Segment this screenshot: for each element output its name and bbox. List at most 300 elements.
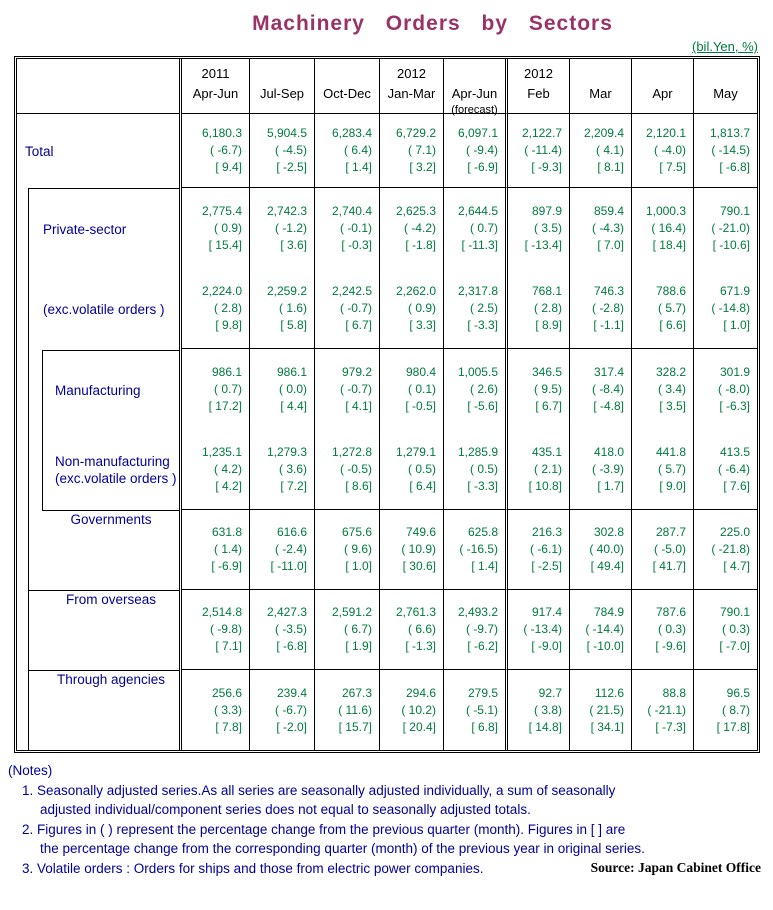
value-triplet — [250, 349, 314, 429]
value-cell — [380, 188, 444, 349]
value-triplet — [250, 685, 314, 736]
header-period-label: May — [713, 86, 738, 101]
value-cell — [508, 188, 570, 349]
row-label-text: From overseas — [65, 592, 157, 607]
row-label — [43, 431, 179, 511]
cell-change-year: [ -6.9] — [467, 160, 498, 174]
value-triplet — [632, 524, 693, 575]
cell-change-prev: ( -0.5) — [339, 461, 372, 476]
row-label-through-agencies — [29, 671, 179, 751]
value-triplet — [444, 604, 505, 655]
cell-value: 2,259.2 — [266, 283, 307, 298]
row-label-text: (exc.volatile orders ) — [43, 302, 165, 318]
value-triplet — [315, 429, 379, 509]
value-triplet — [380, 685, 443, 736]
row-label-from-overseas — [29, 591, 179, 671]
column-header-cell — [315, 59, 380, 114]
value-triplet — [632, 349, 693, 429]
cell-value: 441.8 — [655, 444, 686, 459]
cell-change-prev: ( -9.7) — [465, 622, 498, 636]
header-period-label: Apr — [652, 86, 673, 101]
cell-value: 768.1 — [531, 283, 562, 298]
cell-change-year: [ -9.0] — [531, 639, 562, 653]
cell-change-prev: ( -2.4) — [274, 542, 307, 556]
cell-value: 302.8 — [593, 525, 624, 539]
header-year-label — [345, 64, 349, 84]
cell-change-prev: ( -4.5) — [274, 143, 307, 157]
cell-change-prev: ( -0.1) — [339, 220, 372, 235]
cell-change-year: [ 7.8] — [215, 719, 242, 734]
cell-change-prev: ( 0.9) — [213, 220, 242, 235]
value-cell — [250, 114, 315, 188]
cell-change-prev: ( -13.4) — [523, 622, 562, 636]
value-triplet — [315, 524, 379, 575]
row-label-text: Non-manufacturing — [55, 454, 170, 470]
value-triplet — [570, 268, 631, 348]
cell-change-prev: ( 16.4) — [651, 220, 686, 235]
header-period-label: Jan-Mar — [387, 86, 436, 101]
cell-change-year: [ -11.3] — [461, 237, 498, 252]
value-triplet — [182, 125, 249, 176]
value-triplet — [570, 188, 631, 268]
cell-change-year: [ 10.8] — [528, 478, 562, 493]
cell-value: 784.9 — [593, 605, 624, 619]
value-triplet — [182, 685, 249, 736]
cell-change-prev: ( 21.5) — [589, 702, 624, 717]
cell-value: 787.6 — [655, 605, 686, 619]
value-cell — [250, 188, 315, 349]
header-period-label: Oct-Dec — [323, 86, 371, 101]
value-cell — [632, 349, 694, 510]
cell-change-prev: ( -21.1) — [647, 702, 686, 717]
cell-change-year: [ -1.1] — [593, 317, 624, 332]
cell-value: 6,097.1 — [457, 126, 498, 140]
value-triplet — [694, 524, 757, 575]
cell-value: 88.8 — [662, 685, 686, 700]
cell-change-prev: ( -21.0) — [711, 220, 750, 235]
header-year-label: 2012 — [524, 66, 553, 81]
value-cell — [570, 590, 632, 670]
cell-change-year: [ -9.3] — [531, 160, 562, 174]
value-cell — [508, 670, 570, 750]
page-title: Machinery Orders by Sectors — [252, 12, 613, 35]
value-cell — [250, 510, 315, 590]
value-cell — [570, 114, 632, 188]
value-triplet — [380, 429, 443, 509]
cell-change-prev: ( -4.2) — [403, 220, 436, 235]
note-line: adjusted individual/component series does not equal to seasonally adjusted totals. — [40, 802, 531, 817]
column-header-cell — [570, 59, 632, 114]
cell-change-prev: ( 10.9) — [401, 542, 436, 556]
cell-change-year: [ -6.8] — [276, 639, 307, 653]
cell-change-prev: ( 6.7) — [343, 622, 372, 636]
cell-value: 2,317.8 — [457, 283, 498, 298]
header-year-label: 2012 — [397, 66, 426, 81]
value-triplet — [508, 125, 569, 176]
cell-change-prev: ( -8.0) — [717, 381, 750, 396]
cell-change-prev: ( 10.2) — [401, 702, 436, 717]
cell-change-prev: ( -14.5) — [711, 143, 750, 157]
cell-value: 746.3 — [593, 283, 624, 298]
cell-value: 239.4 — [276, 685, 307, 700]
machinery-orders-table — [14, 56, 760, 753]
value-cell — [694, 114, 757, 188]
cell-change-year: [ 1.4] — [345, 160, 372, 174]
cell-change-year: [ 6.7] — [345, 317, 372, 332]
cell-change-prev: ( 0.9) — [407, 300, 436, 315]
cell-value: 1,813.7 — [709, 126, 750, 140]
row-label-manufacturing-group — [42, 350, 179, 511]
value-triplet — [694, 685, 757, 736]
value-triplet — [315, 604, 379, 655]
cell-change-year: [ -4.8] — [593, 398, 624, 413]
cell-value: 2,262.0 — [395, 283, 436, 298]
cell-value: 267.3 — [341, 685, 372, 700]
value-triplet — [444, 125, 505, 176]
cell-value: 1,272.8 — [331, 444, 372, 459]
cell-value: 2,644.5 — [457, 203, 498, 218]
cell-change-prev: ( 0.5) — [469, 461, 498, 476]
value-cell — [694, 670, 757, 750]
source-label: Source: Japan Cabinet Office — [590, 860, 761, 875]
value-cell — [694, 590, 757, 670]
row-label-private-sector — [29, 189, 179, 350]
value-cell — [315, 670, 380, 750]
cell-change-prev: ( 8.7) — [721, 702, 750, 717]
column-header-cell — [508, 59, 570, 114]
cell-change-year: [ 7.1] — [215, 639, 242, 653]
value-triplet — [570, 524, 631, 575]
value-cell — [315, 349, 380, 510]
cell-change-prev: ( 2.8) — [213, 300, 242, 315]
cell-value: 986.1 — [211, 364, 242, 379]
cell-change-year: [ -6.8] — [719, 160, 750, 174]
cell-change-prev: ( -3.9) — [591, 461, 624, 476]
value-cell — [444, 510, 508, 590]
cell-change-year: [ 1.0] — [345, 559, 372, 573]
value-triplet — [315, 349, 379, 429]
value-triplet — [508, 188, 569, 268]
cell-change-prev: ( 1.6) — [278, 300, 307, 315]
sector-sub-box — [28, 188, 179, 750]
value-triplet — [694, 429, 757, 509]
cell-value: 6,729.2 — [395, 126, 436, 140]
cell-change-year: [ 7.0] — [597, 237, 624, 252]
value-triplet — [632, 685, 693, 736]
cell-change-year: [ 9.0] — [659, 478, 686, 493]
cell-change-prev: ( -6.7) — [274, 702, 307, 717]
value-cell — [182, 510, 250, 590]
value-triplet — [250, 125, 314, 176]
value-triplet — [250, 524, 314, 575]
value-cell — [380, 590, 444, 670]
value-triplet — [570, 349, 631, 429]
header-year-label: 2011 — [201, 66, 230, 81]
value-triplet — [632, 188, 693, 268]
cell-change-prev: ( 0.7) — [469, 220, 498, 235]
cell-value: 301.9 — [719, 364, 750, 379]
column-header-cell — [250, 59, 315, 114]
cell-change-year: [ -1.8] — [405, 237, 436, 252]
header-year-label — [661, 64, 665, 84]
cell-change-year: [ 9.4] — [215, 160, 242, 174]
value-cell — [315, 510, 380, 590]
cell-change-prev: ( -0.7) — [339, 381, 372, 396]
cell-change-prev: ( 0.7) — [213, 381, 242, 396]
cell-change-prev: ( -21.8) — [711, 542, 750, 556]
column-header-cell — [380, 59, 444, 114]
cell-value: 625.8 — [467, 525, 498, 539]
header-forecast-note: (forecast) — [451, 104, 498, 116]
cell-value: 2,120.1 — [645, 126, 686, 140]
value-triplet — [694, 188, 757, 268]
value-triplet — [444, 685, 505, 736]
cell-change-year: [ 17.2] — [208, 398, 242, 413]
cell-value: 1,279.1 — [395, 444, 436, 459]
cell-change-prev: ( 3.4) — [657, 381, 686, 396]
value-triplet — [380, 604, 443, 655]
value-cell — [570, 349, 632, 510]
cell-value: 1,005.5 — [457, 364, 498, 379]
cell-change-year: [ -10.6] — [712, 237, 750, 252]
value-cell — [315, 590, 380, 670]
cell-value: 1,000.3 — [645, 203, 686, 218]
note-line: the percentage change from the corresponding quarter (month) of the previous year in original series. — [40, 841, 645, 856]
cell-value: 2,209.4 — [583, 126, 624, 140]
value-cell — [380, 510, 444, 590]
cell-change-year: [ 1.9] — [345, 639, 372, 653]
value-cell — [380, 114, 444, 188]
cell-change-year: [ -10.0] — [586, 639, 624, 653]
cell-change-prev: ( 9.5) — [533, 381, 562, 396]
value-triplet — [632, 268, 693, 348]
cell-change-prev: ( 40.0) — [589, 542, 624, 556]
cell-change-year: [ 41.7] — [652, 559, 686, 573]
cell-value: 2,493.2 — [457, 605, 498, 619]
cell-change-year: [ -1.3] — [405, 639, 436, 653]
value-cell — [444, 590, 508, 670]
cell-value: 675.6 — [341, 525, 372, 539]
value-cell — [380, 349, 444, 510]
cell-value: 980.4 — [405, 364, 436, 379]
cell-value: 294.6 — [405, 685, 436, 700]
cell-change-prev: ( 6.6) — [407, 622, 436, 636]
cell-change-year: [ 4.4] — [280, 398, 307, 413]
header-period-label: Jul-Sep — [259, 86, 305, 101]
cell-change-year: [ -2.5] — [531, 559, 562, 573]
cell-change-year: [ 8.9] — [535, 317, 562, 332]
cell-value: 1,235.1 — [201, 444, 242, 459]
value-triplet — [570, 685, 631, 736]
row-label-text: Manufacturing — [55, 383, 141, 399]
cell-value: 790.1 — [719, 203, 750, 218]
cell-change-prev: ( 5.7) — [657, 300, 686, 315]
cell-change-year: [ -13.4] — [524, 237, 562, 252]
cell-change-year: [ -9.6] — [655, 639, 686, 653]
row-label-text: Through agencies — [56, 672, 166, 687]
cell-value: 2,625.3 — [395, 203, 436, 218]
value-cell — [570, 510, 632, 590]
cell-change-year: [ -5.6] — [467, 398, 498, 413]
cell-value: 92.7 — [538, 685, 562, 700]
cell-change-prev: ( 3.6) — [278, 461, 307, 476]
cell-change-year: [ 3.2] — [409, 160, 436, 174]
column-header-cell — [444, 59, 508, 114]
cell-change-year: [ -0.5] — [405, 398, 436, 413]
row-label — [43, 351, 179, 431]
header-year-label — [280, 64, 284, 84]
header-year-label — [599, 64, 603, 84]
cell-change-prev: ( 4.1) — [595, 143, 624, 157]
value-cell — [182, 188, 250, 349]
cell-change-prev: ( -4.3) — [591, 220, 624, 235]
header-year-label — [724, 64, 728, 84]
row-label-column — [17, 59, 182, 750]
cell-value: 859.4 — [593, 203, 624, 218]
cell-change-year: [ -7.0] — [719, 639, 750, 653]
cell-value: 2,591.2 — [331, 605, 372, 619]
cell-change-prev: ( -9.8) — [209, 622, 242, 636]
value-triplet — [570, 125, 631, 176]
value-triplet — [508, 268, 569, 348]
note-line: 2. Figures in ( ) represent the percentage change from the previous quarter (month). Figures in [ ] are — [22, 821, 626, 837]
cell-value: 2,775.4 — [201, 203, 242, 218]
cell-change-prev: ( -11.4) — [524, 143, 562, 157]
cell-change-year: [ 4.1] — [345, 398, 372, 413]
value-cell — [508, 349, 570, 510]
value-triplet — [632, 429, 693, 509]
value-triplet — [315, 188, 379, 268]
cell-value: 979.2 — [341, 364, 372, 379]
value-cell — [570, 188, 632, 349]
value-cell — [508, 590, 570, 670]
cell-change-year: [ 1.7] — [597, 478, 624, 493]
value-cell — [632, 670, 694, 750]
cell-change-prev: ( -9.4) — [465, 143, 498, 157]
value-triplet — [570, 604, 631, 655]
cell-value: 435.1 — [531, 444, 562, 459]
value-triplet — [694, 604, 757, 655]
cell-change-year: [ -0.3] — [341, 237, 372, 252]
header-year-label — [473, 64, 477, 84]
value-cell — [694, 510, 757, 590]
value-triplet — [570, 429, 631, 509]
value-triplet — [182, 524, 249, 575]
value-triplet — [508, 685, 569, 736]
header-period-label: Apr-Jun — [192, 86, 239, 101]
value-cell — [508, 510, 570, 590]
cell-value: 788.6 — [655, 283, 686, 298]
cell-change-prev: ( -16.5) — [459, 542, 498, 556]
column-header-cell — [632, 59, 694, 114]
cell-change-year: [ 9.8] — [215, 317, 242, 332]
value-cell — [694, 349, 757, 510]
cell-change-prev: ( 1.4) — [213, 542, 242, 556]
unit-label: (bil.Yen, %) — [692, 39, 758, 54]
cell-change-year: [ 8.1] — [597, 160, 624, 174]
cell-value: 2,122.7 — [521, 126, 562, 140]
value-cell — [444, 114, 508, 188]
cell-change-year: [ 14.8] — [528, 719, 562, 734]
cell-value: 2,242.5 — [331, 283, 372, 298]
value-cell — [315, 188, 380, 349]
cell-value: 749.6 — [405, 525, 436, 539]
value-triplet — [182, 188, 249, 268]
cell-change-prev: ( -1.2) — [274, 220, 307, 235]
cell-change-year: [ 15.7] — [338, 719, 372, 734]
cell-value: 917.4 — [531, 605, 562, 619]
cell-change-year: [ 34.1] — [590, 719, 624, 734]
cell-change-year: [ -6.2] — [467, 639, 498, 653]
cell-change-year: [ 20.4] — [402, 719, 436, 734]
value-cell — [508, 114, 570, 188]
cell-change-year: [ 6.4] — [409, 478, 436, 493]
cell-value: 2,740.4 — [331, 203, 372, 218]
value-triplet — [315, 685, 379, 736]
cell-value: 616.6 — [276, 525, 307, 539]
cell-change-prev: ( 3.5) — [533, 220, 562, 235]
value-cell — [182, 590, 250, 670]
cell-change-prev: ( -5.0) — [653, 542, 686, 556]
cell-change-prev: ( -5.1) — [465, 702, 498, 717]
cell-value: 216.3 — [531, 525, 562, 539]
value-triplet — [182, 429, 249, 509]
row-labels — [17, 114, 179, 750]
label-header-cell — [17, 59, 179, 114]
value-triplet — [315, 125, 379, 176]
cell-change-prev: ( 4.2) — [213, 461, 242, 476]
header-period-label: Feb — [527, 86, 550, 101]
value-cell — [250, 590, 315, 670]
cell-change-year: [ 6.6] — [659, 317, 686, 332]
cell-value: 413.5 — [719, 444, 750, 459]
cell-change-year: [ -3.3] — [467, 478, 498, 493]
cell-change-year: [ 7.5] — [659, 160, 686, 174]
value-triplet — [182, 604, 249, 655]
row-label-text: (exc.volatile orders ) — [55, 471, 177, 487]
value-triplet — [380, 125, 443, 176]
cell-change-prev: ( -6.4) — [717, 461, 750, 476]
cell-change-prev: ( 7.1) — [407, 143, 436, 157]
cell-change-year: [ 7.2] — [280, 478, 307, 493]
cell-value: 6,180.3 — [201, 126, 242, 140]
cell-change-year: [ -11.0] — [270, 559, 307, 573]
cell-change-year: [ -3.3] — [467, 317, 498, 332]
cell-value: 346.5 — [531, 364, 562, 379]
cell-change-year: [ 3.3] — [409, 317, 436, 332]
value-triplet — [380, 524, 443, 575]
cell-value: 2,742.3 — [266, 203, 307, 218]
value-triplet — [250, 604, 314, 655]
value-cell — [182, 114, 250, 188]
cell-value: 2,427.3 — [266, 605, 307, 619]
cell-value: 1,285.9 — [457, 444, 498, 459]
cell-value: 2,224.0 — [201, 283, 242, 298]
cell-value: 279.5 — [467, 685, 498, 700]
value-cell — [315, 114, 380, 188]
cell-change-prev: ( 0.0) — [278, 381, 307, 396]
value-triplet — [250, 268, 314, 348]
cell-change-year: [ 17.8] — [716, 719, 750, 734]
cell-value: 986.1 — [276, 364, 307, 379]
value-triplet — [508, 524, 569, 575]
cell-value: 5,904.5 — [266, 126, 307, 140]
value-cell — [444, 349, 508, 510]
cell-change-year: [ 6.8] — [471, 719, 498, 734]
cell-change-year: [ -7.3] — [655, 719, 686, 734]
value-triplet — [444, 349, 505, 429]
cell-value: 2,514.8 — [201, 605, 242, 619]
